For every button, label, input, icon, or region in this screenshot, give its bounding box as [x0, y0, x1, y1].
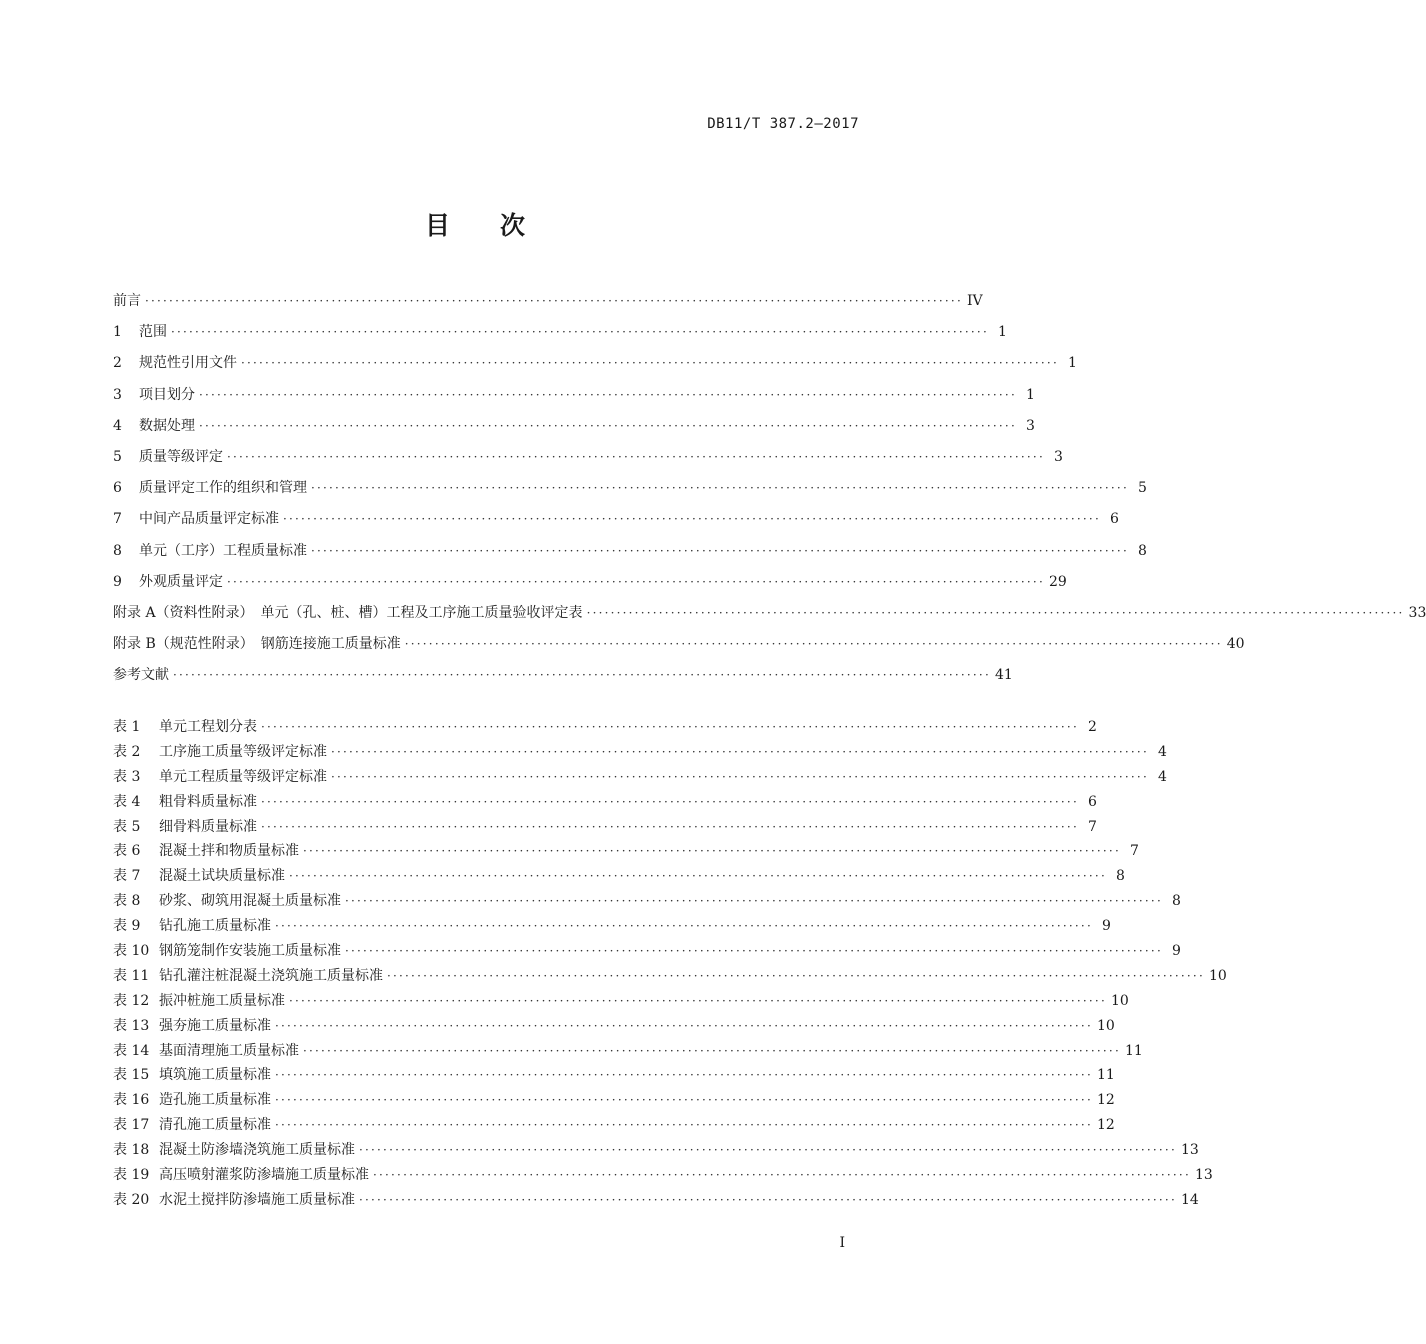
entry-page-number: 5 — [1138, 480, 1147, 497]
dot-leader: ········································································································································ — [373, 1168, 1191, 1183]
entry-page-number: 10 — [1208, 967, 1227, 984]
entry-number: 表 9 — [113, 918, 141, 935]
entry-number: 3 — [113, 386, 122, 403]
entry-page-number: 7 — [1130, 843, 1139, 860]
table-list-entry[interactable] — [113, 790, 1097, 815]
entry-title: 数据处理 — [139, 417, 195, 434]
entry-page-number: 12 — [1096, 1117, 1115, 1134]
entry-page-number: 11 — [1096, 1067, 1115, 1084]
entry-title: 水泥土搅拌防渗墙施工质量标准 — [159, 1191, 355, 1208]
entry-page-number: 41 — [994, 667, 1013, 684]
entry-number: 表 1 — [113, 719, 141, 735]
page-folio: I — [839, 1235, 845, 1251]
entry-number: 表 16 — [113, 1092, 150, 1109]
entry-page-number: 12 — [1096, 1092, 1115, 1109]
entry-page-number: 3 — [1054, 448, 1063, 465]
dot-leader: ········································································································································ — [275, 919, 1093, 934]
toc-main-list — [113, 286, 1426, 691]
entry-page-number: 4 — [1158, 743, 1167, 760]
entry-title: 钻孔灌注桩混凝土浇筑施工质量标准 — [159, 967, 383, 984]
toc-entry[interactable] — [113, 442, 1063, 473]
entry-number: 8 — [113, 542, 122, 559]
entry-title: 单元工程质量等级评定标准 — [159, 768, 327, 785]
table-list-entry[interactable] — [113, 939, 1181, 964]
entry-number: 表 8 — [113, 893, 141, 910]
table-list-entry[interactable] — [113, 1113, 1115, 1138]
dot-leader: ········································································································································ — [171, 325, 989, 340]
table-list-entry[interactable] — [113, 715, 1097, 740]
dot-leader: ········································································································································ — [241, 356, 1059, 371]
entry-page-number: IV — [966, 293, 983, 309]
entry-title: 单元（工序）工程质量标准 — [139, 542, 307, 559]
entry-page-number: 40 — [1226, 636, 1245, 653]
entry-page-number: 8 — [1172, 893, 1181, 910]
dot-leader: ········································································································································ — [261, 794, 1079, 809]
entry-number: 表 10 — [113, 943, 150, 960]
dot-leader: ········································································································································ — [359, 1143, 1177, 1158]
entry-number: 表 6 — [113, 843, 141, 860]
toc-entry[interactable] — [113, 473, 1147, 504]
entry-title: 参考文献 — [113, 667, 169, 684]
toc-entry[interactable] — [113, 598, 1426, 629]
table-list-entry[interactable] — [113, 740, 1167, 765]
entry-page-number: 1 — [998, 324, 1007, 341]
entry-number: 表 5 — [113, 818, 141, 835]
entry-page-number: 9 — [1102, 918, 1111, 935]
entry-title: 钢筋笼制作安装施工质量标准 — [159, 943, 341, 960]
entry-title: 混凝土试块质量标准 — [159, 868, 285, 885]
dot-leader: ········································································································································ — [331, 744, 1149, 759]
entry-title: 范围 — [139, 324, 167, 341]
dot-leader: ········································································································································ — [261, 720, 1079, 734]
entry-number: 表 4 — [113, 793, 141, 810]
table-list-entry[interactable] — [113, 1088, 1115, 1113]
entry-title: 附录 A（资料性附录） 单元（孔、桩、槽）工程及工序施工质量验收评定表 — [113, 604, 583, 621]
entry-page-number: 13 — [1194, 1167, 1213, 1184]
entry-page-number: 8 — [1116, 868, 1125, 885]
dot-leader: ········································································································································ — [283, 512, 1101, 527]
dot-leader: ········································································································································ — [359, 1192, 1177, 1207]
entry-title: 清孔施工质量标准 — [159, 1117, 271, 1134]
table-list-entry[interactable] — [113, 1063, 1115, 1088]
entry-page-number: 6 — [1088, 793, 1097, 810]
entry-title: 项目划分 — [139, 386, 195, 403]
entry-title: 附录 B（规范性附录） 钢筋连接施工质量标准 — [113, 636, 401, 653]
dot-leader: ········································································································································ — [275, 1093, 1093, 1108]
table-list-entry[interactable] — [113, 1163, 1213, 1188]
toc-entry[interactable] — [113, 660, 1013, 691]
toc-entry[interactable] — [113, 317, 1007, 348]
dot-leader: ········································································································································ — [227, 574, 1045, 589]
entry-title: 砂浆、砌筑用混凝土质量标准 — [159, 893, 341, 910]
toc-entry[interactable] — [113, 567, 1067, 598]
entry-number: 表 17 — [113, 1117, 150, 1134]
entry-page-number: 33 — [1408, 604, 1426, 621]
entry-page-number: 10 — [1110, 992, 1129, 1009]
entry-page-number: 3 — [1026, 417, 1035, 434]
table-list-entry[interactable] — [113, 964, 1227, 989]
table-list-entry[interactable] — [113, 864, 1125, 889]
entry-number: 表 19 — [113, 1167, 150, 1184]
dot-leader: ········································································································································ — [199, 387, 1017, 402]
toc-tables-list — [113, 715, 1227, 1213]
dot-leader: ········································································································································ — [275, 1118, 1093, 1133]
entry-number: 9 — [113, 573, 122, 590]
entry-page-number: 1 — [1068, 355, 1077, 372]
entry-page-number: 6 — [1110, 511, 1119, 528]
toc-entry[interactable] — [113, 504, 1119, 535]
dot-leader: ········································································································································ — [275, 1018, 1093, 1033]
table-list-entry[interactable] — [113, 889, 1181, 914]
entry-page-number: 2 — [1088, 719, 1097, 735]
entry-title: 工序施工质量等级评定标准 — [159, 743, 327, 760]
dot-leader: ········································································································································ — [303, 844, 1121, 859]
entry-number: 表 18 — [113, 1142, 150, 1159]
entry-number: 表 15 — [113, 1067, 150, 1084]
dot-leader: ········································································································································ — [261, 819, 1079, 834]
dot-leader: ········································································································································ — [145, 294, 963, 308]
entry-number: 1 — [113, 324, 122, 341]
entry-title: 粗骨料质量标准 — [159, 793, 257, 810]
toc-entry[interactable] — [113, 286, 983, 317]
table-list-entry[interactable] — [113, 989, 1129, 1014]
dot-leader: ········································································································································ — [404, 637, 1223, 652]
entry-number: 表 7 — [113, 868, 141, 885]
entry-number: 7 — [113, 511, 122, 528]
entry-title: 振冲桩施工质量标准 — [159, 992, 285, 1009]
entry-title: 质量评定工作的组织和管理 — [139, 480, 307, 497]
toc-entry[interactable] — [113, 380, 1035, 411]
dot-leader: ········································································································································ — [275, 1068, 1093, 1083]
entry-title: 规范性引用文件 — [139, 355, 237, 372]
entry-page-number: 13 — [1180, 1142, 1199, 1159]
entry-page-number: 11 — [1124, 1042, 1143, 1059]
toc-entry[interactable] — [113, 629, 1245, 660]
entry-page-number: 4 — [1158, 768, 1167, 785]
entry-number: 表 2 — [113, 743, 141, 760]
entry-title: 混凝土防渗墙浇筑施工质量标准 — [159, 1142, 355, 1159]
entry-page-number: 9 — [1172, 943, 1181, 960]
entry-title: 外观质量评定 — [139, 573, 223, 590]
entry-number: 5 — [113, 448, 122, 465]
dot-leader: ········································································································································ — [311, 481, 1129, 496]
entry-page-number: 8 — [1138, 542, 1147, 559]
entry-title: 高压喷射灌浆防渗墙施工质量标准 — [159, 1167, 369, 1184]
entry-number: 表 12 — [113, 992, 150, 1009]
table-list-entry[interactable] — [113, 1188, 1199, 1213]
entry-number: 表 3 — [113, 768, 141, 785]
standard-code: DB11/T 387.2—2017 — [707, 116, 859, 132]
dot-leader: ········································································································································ — [345, 894, 1163, 909]
table-list-entry[interactable] — [113, 1014, 1115, 1039]
dot-leader: ········································································································································ — [303, 1043, 1121, 1058]
entry-title: 造孔施工质量标准 — [159, 1092, 271, 1109]
entry-page-number: 14 — [1180, 1191, 1199, 1208]
table-list-entry[interactable] — [113, 1138, 1199, 1163]
dot-leader: ········································································································································ — [289, 869, 1107, 884]
entry-title: 钻孔施工质量标准 — [159, 918, 271, 935]
entry-number: 4 — [113, 417, 122, 434]
entry-title: 质量等级评定 — [139, 448, 223, 465]
dot-leader: ········································································································································ — [586, 605, 1405, 620]
entry-page-number: 7 — [1088, 818, 1097, 835]
dot-leader: ········································································································································ — [173, 668, 991, 683]
entry-title: 前言 — [113, 293, 141, 309]
entry-title: 基面清理施工质量标准 — [159, 1042, 299, 1059]
entry-title: 填筑施工质量标准 — [159, 1067, 271, 1084]
entry-number: 表 20 — [113, 1191, 150, 1208]
entry-number: 表 11 — [113, 967, 150, 984]
dot-leader: ········································································································································ — [289, 993, 1107, 1008]
entry-number: 表 14 — [113, 1042, 150, 1059]
entry-page-number: 10 — [1096, 1017, 1115, 1034]
entry-number: 2 — [113, 355, 122, 372]
dot-leader: ········································································································································ — [387, 968, 1205, 983]
entry-number: 6 — [113, 480, 122, 497]
dot-leader: ········································································································································ — [227, 449, 1045, 464]
dot-leader: ········································································································································ — [199, 418, 1017, 433]
table-list-entry[interactable] — [113, 914, 1111, 939]
entry-title: 强夯施工质量标准 — [159, 1017, 271, 1034]
table-list-entry[interactable] — [113, 1039, 1143, 1064]
entry-number: 表 13 — [113, 1017, 150, 1034]
entry-title: 单元工程划分表 — [159, 719, 257, 735]
dot-leader: ········································································································································ — [331, 769, 1149, 784]
entry-title: 中间产品质量评定标准 — [139, 511, 279, 528]
dot-leader: ········································································································································ — [311, 543, 1129, 558]
table-list-entry[interactable] — [113, 765, 1167, 790]
toc-entry[interactable] — [113, 411, 1035, 442]
entry-page-number: 29 — [1048, 573, 1067, 590]
table-list-entry[interactable] — [113, 815, 1097, 840]
entry-title: 混凝土拌和物质量标准 — [159, 843, 299, 860]
entry-title: 细骨料质量标准 — [159, 818, 257, 835]
toc-entry[interactable] — [113, 536, 1147, 567]
dot-leader: ········································································································································ — [345, 944, 1163, 959]
table-list-entry[interactable] — [113, 839, 1139, 864]
toc-entry[interactable] — [113, 348, 1077, 379]
page-title: 目 次 — [424, 211, 525, 240]
entry-page-number: 1 — [1026, 386, 1035, 403]
